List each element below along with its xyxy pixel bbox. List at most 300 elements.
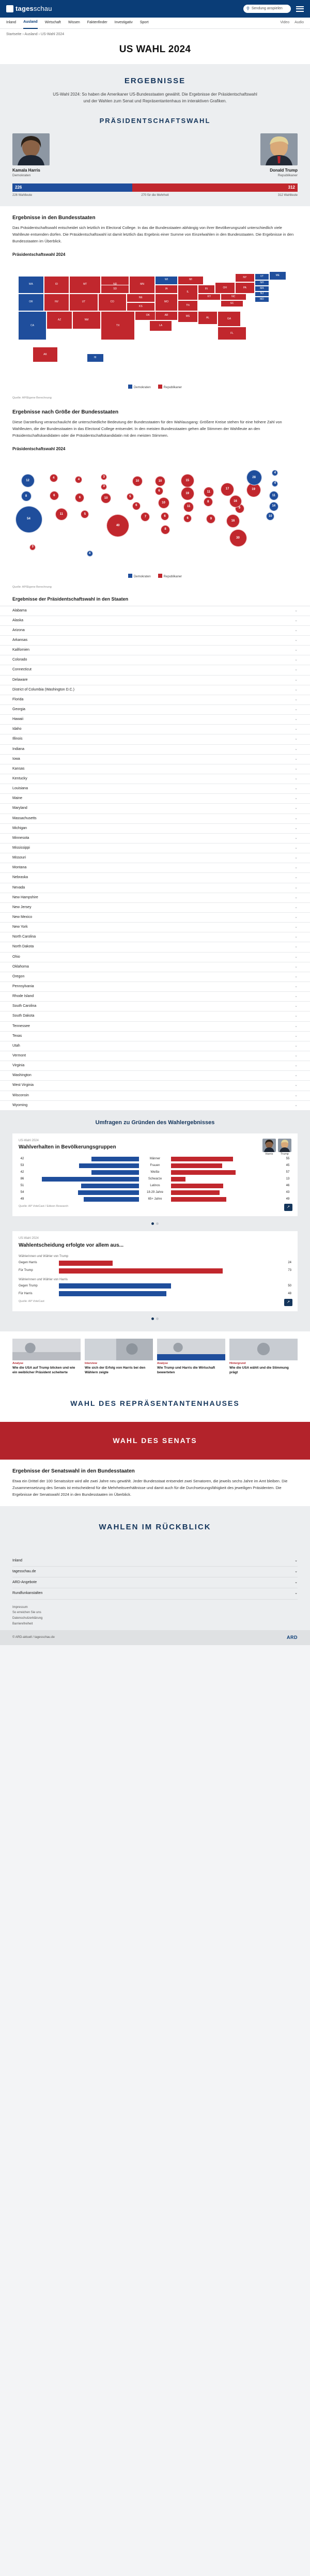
map-state-mo[interactable]: MO <box>155 294 178 311</box>
senate-section-heading: Ergebnisse der Senatswahl in den Bundesstaaten <box>12 1468 135 1474</box>
chart2-row-label: Gegen Harris <box>19 1261 37 1265</box>
nav-item-sport[interactable]: Sport <box>140 21 149 25</box>
chart-card-voting-groups <box>12 1133 298 1216</box>
footer-link-rundfunkanstalten-label: Rundfunkanstalten <box>12 1591 43 1596</box>
state-row[interactable] <box>0 1091 310 1101</box>
footer-copyright: © ARD-aktuell / tagesschau.de <box>12 1635 55 1639</box>
bubble-state-wi[interactable]: 10 <box>155 476 165 486</box>
map-state-al[interactable]: AL <box>198 311 218 325</box>
bubble-state-ny[interactable]: 28 <box>246 470 262 485</box>
state-row[interactable] <box>0 715 310 725</box>
map-state-oh[interactable]: OH <box>215 282 235 294</box>
map-state-ca[interactable]: CA <box>18 311 47 340</box>
footer-bar <box>0 1630 310 1645</box>
menu-button[interactable] <box>296 6 304 12</box>
map-state-nh[interactable]: NH <box>255 280 269 286</box>
map-state-ut[interactable]: UT <box>69 294 98 311</box>
chart-card-vote-motivation <box>12 1231 298 1312</box>
bubble-state-nm[interactable]: 5 <box>81 510 89 518</box>
state-row-label: Oregon <box>12 974 25 978</box>
footer-link-ard-angebote[interactable] <box>12 1577 298 1588</box>
state-row[interactable] <box>0 853 310 863</box>
chevron-down-icon: ⌄ <box>295 628 298 632</box>
state-row[interactable] <box>0 734 310 744</box>
map-state-co[interactable]: CO <box>98 294 127 311</box>
state-row[interactable] <box>0 903 310 913</box>
bubble-state-id[interactable]: 4 <box>75 476 82 483</box>
state-row-label: Utah <box>12 1044 20 1048</box>
bubble-state-ia[interactable]: 6 <box>155 487 163 495</box>
map-state-ky[interactable]: KY <box>198 294 221 300</box>
bubble-legend <box>12 574 298 579</box>
bubble-state-ok[interactable]: 7 <box>141 512 150 522</box>
state-row[interactable] <box>0 953 310 962</box>
bubble-map-canvas <box>12 466 298 572</box>
map-state-tn[interactable]: TN <box>178 300 198 312</box>
map-state-az[interactable]: AZ <box>47 311 72 329</box>
teaser-3-kicker: Analyse <box>157 1362 168 1366</box>
bubble-state-mo[interactable]: 10 <box>158 497 169 509</box>
teaser-1[interactable] <box>12 1339 81 1375</box>
nav-item-ausland[interactable]: Ausland <box>23 18 38 29</box>
bubble-state-ut[interactable]: 6 <box>75 493 84 502</box>
map-legend-democrat: Demokraten <box>128 385 151 390</box>
teaser-3[interactable] <box>157 1339 225 1375</box>
state-row-label: Florida <box>12 697 24 701</box>
footer-small-impressum[interactable]: Impressum <box>12 1605 28 1609</box>
state-row-label: Rhode Island <box>12 994 34 999</box>
state-row[interactable] <box>0 992 310 1002</box>
chart1-harris-value: 86 <box>20 1177 24 1181</box>
chart2-row-label: Gegen Trump <box>19 1284 38 1288</box>
bubble-source: Quelle: AP/Eigene Berechnung <box>12 585 52 589</box>
chevron-down-icon: ⌄ <box>295 1591 298 1596</box>
carousel-dot-2[interactable] <box>156 1222 159 1225</box>
carousel-dots-2[interactable] <box>0 1317 310 1320</box>
chevron-down-icon: ⌄ <box>295 618 298 622</box>
chevron-down-icon: ⌄ <box>295 826 298 830</box>
state-row-label: Wyoming <box>12 1103 28 1107</box>
chevron-down-icon: ⌄ <box>295 1093 298 1097</box>
candidate-harris <box>12 133 90 178</box>
state-row[interactable] <box>0 725 310 734</box>
bubble-state-sd[interactable]: 3 <box>101 484 107 490</box>
teaser-2[interactable] <box>85 1339 153 1375</box>
chevron-down-icon: ⌄ <box>295 766 298 771</box>
map-state-la[interactable]: LA <box>149 320 172 332</box>
state-row-label: Indiana <box>12 747 24 751</box>
state-row[interactable] <box>0 646 310 655</box>
nav-item-wissen[interactable]: Wissen <box>68 21 80 25</box>
carousel-dots-1[interactable] <box>0 1222 310 1225</box>
map-state-pa[interactable]: PA <box>235 282 255 294</box>
map-state-wa[interactable]: WA <box>18 276 44 294</box>
state-row[interactable] <box>0 972 310 982</box>
teaser-2-image <box>85 1339 153 1360</box>
bubble-state-fl[interactable]: 30 <box>229 529 247 547</box>
candidate-harris-party: Demokraten <box>12 174 31 178</box>
state-accordion <box>0 606 310 1111</box>
state-row-label: North Dakota <box>12 945 34 949</box>
map-state-ma[interactable]: MA <box>255 286 269 292</box>
chart1-trump-value: 49 <box>286 1198 290 1201</box>
search-input[interactable] <box>243 5 291 13</box>
chart1-row <box>19 1190 291 1195</box>
map-state-id[interactable]: ID <box>44 276 70 294</box>
footer-small-kontakt[interactable]: So erreichen Sie uns <box>12 1611 41 1615</box>
chart2-group-head: Wählerinnen und Wähler von Harris <box>19 1278 68 1281</box>
footer-small-datenschutz[interactable]: Datenschutzerklärung <box>12 1617 43 1620</box>
bubble-map[interactable] <box>0 463 310 585</box>
teaser-3-headline[interactable]: Wie Trump und Harris die Wirtschaft bewerteten <box>157 1366 215 1375</box>
map-state-ga[interactable]: GA <box>218 311 240 327</box>
bubble-state-oh[interactable]: 17 <box>221 483 234 496</box>
state-row[interactable] <box>0 606 310 616</box>
state-row[interactable] <box>0 1002 310 1011</box>
state-row[interactable] <box>0 784 310 794</box>
bubble-state-tn[interactable]: 11 <box>183 502 194 512</box>
state-row-label: Minnesota <box>12 836 29 840</box>
nav-item-wirtschaft[interactable]: Wirtschaft <box>44 21 61 25</box>
state-row-label: Connecticut <box>12 668 32 672</box>
carousel-dot-1[interactable] <box>151 1222 154 1225</box>
bubble-state-sc[interactable]: 9 <box>235 504 244 513</box>
senate-band-title: WAHL DES SENATS <box>113 1436 197 1445</box>
bubble-state-al[interactable]: 9 <box>206 514 215 524</box>
bubble-state-mn[interactable]: 10 <box>132 476 143 486</box>
state-row[interactable] <box>0 665 310 675</box>
map-legend-republican: Republikaner <box>158 385 182 390</box>
chart1-harris-value: 49 <box>20 1198 24 1201</box>
chevron-down-icon: ⌄ <box>295 1004 298 1008</box>
electoral-vote-bar <box>12 183 298 192</box>
state-row[interactable] <box>0 923 310 932</box>
state-row-label: Wisconsin <box>12 1093 29 1097</box>
carousel-dot-3[interactable] <box>151 1317 154 1320</box>
bubble-state-me[interactable]: 4 <box>272 470 278 476</box>
map-state-or[interactable]: OR <box>18 294 44 311</box>
teaser-2-thumbnail <box>85 1339 153 1360</box>
state-row[interactable] <box>0 626 310 636</box>
state-row[interactable] <box>0 636 310 646</box>
chevron-down-icon: ⌄ <box>295 1014 298 1018</box>
electoral-vote-legend <box>0 192 310 198</box>
bubble-state-ma[interactable]: 11 <box>269 491 278 500</box>
bubble-state-co[interactable]: 10 <box>101 493 111 503</box>
site-logo[interactable] <box>6 4 52 14</box>
state-row[interactable] <box>0 1101 310 1111</box>
bubble-state-ks[interactable]: 6 <box>132 502 141 510</box>
bubble-state-or[interactable]: 8 <box>21 491 32 501</box>
house-band <box>0 1385 310 1422</box>
chart2-group-head: Wählerinnen und Wähler von Trump <box>19 1255 69 1259</box>
state-row[interactable] <box>0 1022 310 1032</box>
map-state-ok[interactable]: OK <box>135 311 161 320</box>
map-state-mi[interactable]: MI <box>178 276 204 285</box>
bubble-state-ky[interactable]: 8 <box>204 497 213 507</box>
bubble-state-nj[interactable]: 14 <box>269 502 278 511</box>
chart1-row <box>19 1184 291 1188</box>
chevron-down-icon: ⌄ <box>295 777 298 781</box>
trump-portrait-icon <box>260 133 298 165</box>
nav-item-investigativ[interactable]: Investigativ <box>114 21 133 25</box>
map-state-nm[interactable]: NM <box>72 311 101 329</box>
nav-right-group <box>280 20 304 25</box>
bubble-legend-democrat: Demokraten <box>128 574 151 579</box>
state-row-label: Delaware <box>12 678 28 682</box>
chart1-trump-head <box>278 1139 291 1157</box>
chart1-trump-value: 13 <box>286 1177 290 1181</box>
footer-link-tagesschau[interactable] <box>12 1567 298 1577</box>
state-row[interactable] <box>0 794 310 804</box>
map-section-text: Das Präsidentschaftswahl entscheidet sich letztlich im Electoral College. In das die Bundesstaaten abhängig von ihrer Bevölkerungszahl unterschiedlich viele Wahlleute entsenden dürfen. Die Präsidentschaftswahl ist damit letztlich das Ergebnis einer Summe von Einzelwahlen in den Bundesstaaten. Die Ergebnisse in den Bundesstaaten im Überblick. <box>12 225 294 243</box>
map-state-il[interactable]: IL <box>178 285 198 300</box>
teaser-3-thumbnail <box>157 1339 225 1360</box>
state-row-label: North Carolina <box>12 935 36 939</box>
state-row[interactable] <box>0 745 310 755</box>
map-state-fl[interactable]: FL <box>218 327 246 340</box>
bubble-state-ms[interactable]: 6 <box>183 514 192 523</box>
state-row-label: South Dakota <box>12 1014 35 1018</box>
teaser-1-headline[interactable]: Wie die USA auf Trump blicken und wie ein weiblicher Präsident scheiterte <box>12 1366 75 1375</box>
chevron-down-icon: ⌄ <box>295 895 298 899</box>
footer-small-barrierefreiheit[interactable]: Barrierefreiheit <box>12 1622 33 1626</box>
footer-link-inland[interactable] <box>12 1556 298 1567</box>
bubble-state-nh[interactable]: 4 <box>272 481 278 487</box>
share-icon[interactable]: ↗ <box>284 1204 292 1211</box>
map-source: Quelle: AP/Eigene Berechnung <box>12 396 52 400</box>
chart2-title: Wahlentscheidung erfolgte vor allem aus... <box>19 1242 124 1248</box>
map-state-wi[interactable]: WI <box>155 276 178 285</box>
map-state-ks[interactable]: KS <box>127 302 155 311</box>
chart1-eyebrow: US-Wahl 2024 <box>19 1139 39 1142</box>
share-icon[interactable]: ↗ <box>284 1299 292 1306</box>
bubble-state-nc[interactable]: 16 <box>229 495 242 508</box>
state-row-label: New York <box>12 925 28 929</box>
chart1-trump-value: 55 <box>286 1157 290 1161</box>
state-row[interactable] <box>0 834 310 844</box>
map-state-mn[interactable]: MN <box>129 276 155 294</box>
chevron-down-icon: ⌄ <box>295 1034 298 1038</box>
bubble-state-ar[interactable]: 6 <box>161 512 169 520</box>
state-row-label: Idaho <box>12 727 22 731</box>
state-row[interactable] <box>0 755 310 764</box>
state-row[interactable] <box>0 962 310 972</box>
footer-link-inland-label: Inland <box>12 1559 23 1563</box>
state-map-canvas <box>12 271 298 382</box>
chevron-down-icon: ⌄ <box>295 658 298 662</box>
bubble-state-wa[interactable]: 12 <box>21 474 35 487</box>
state-row[interactable] <box>0 873 310 883</box>
map-state-ne[interactable]: NE <box>127 294 155 302</box>
map-state-vt[interactable]: VT <box>255 273 269 280</box>
bubble-state-il[interactable]: 19 <box>181 487 194 500</box>
chevron-down-icon: ⌄ <box>295 876 298 880</box>
chevron-down-icon: ⌄ <box>295 608 298 612</box>
teaser-4-headline[interactable]: Wie die USA wählt und die Stimmung prägt <box>229 1366 289 1375</box>
state-row[interactable] <box>0 1081 310 1091</box>
chevron-down-icon: ⌄ <box>295 925 298 929</box>
state-row[interactable] <box>0 695 310 705</box>
bubble-state-mt[interactable]: 4 <box>50 474 58 482</box>
chart1-row <box>19 1170 291 1175</box>
state-row[interactable] <box>0 883 310 893</box>
map-state-nc[interactable]: NC <box>221 294 246 300</box>
state-row[interactable] <box>0 1032 310 1041</box>
state-row-label: Alabama <box>12 608 27 612</box>
chevron-down-icon: ⌄ <box>295 1570 298 1574</box>
state-map[interactable] <box>0 268 310 395</box>
bubble-state-ne[interactable]: 5 <box>127 493 134 500</box>
chevron-down-icon: ⌄ <box>295 1083 298 1087</box>
state-row[interactable] <box>0 932 310 942</box>
chart1-harris-value: 53 <box>20 1164 24 1168</box>
chevron-down-icon: ⌄ <box>295 846 298 850</box>
teaser-2-headline[interactable]: Wie sich der Erfolg von Harris bei den Wählern zeigte <box>85 1366 146 1375</box>
map-state-me[interactable]: ME <box>269 271 286 280</box>
polls-section <box>0 1111 310 1332</box>
chevron-down-icon: ⌄ <box>295 806 298 810</box>
state-row[interactable] <box>0 655 310 665</box>
state-row-label: Virginia <box>12 1064 25 1068</box>
chart1-harris-value: 54 <box>20 1191 24 1194</box>
chart2-row-value: 73 <box>288 1269 291 1272</box>
chart2-row-value: 50 <box>288 1284 291 1288</box>
chart2-row <box>19 1283 291 1289</box>
map-state-ak[interactable]: AK <box>33 347 58 362</box>
bubble-state-az[interactable]: 11 <box>55 508 68 520</box>
top-bar <box>0 0 310 18</box>
teaser-4[interactable] <box>229 1339 298 1375</box>
electoral-votes-trump: 312 <box>132 183 298 192</box>
nav-item-faktenfinder[interactable]: Faktenfinder <box>87 21 107 25</box>
bubble-state-nv[interactable]: 6 <box>50 491 59 500</box>
state-row[interactable] <box>0 982 310 992</box>
results-band-text: US-Wahl 2024: So haben die Amerikaner US-Bundesstaaten gewählt. Die Ergebnisse der Präsidentschaftswahl und der Wahlen zum Senat und Repräsentantenhaus im interaktiven Grafiken. <box>53 92 257 104</box>
map-state-nv[interactable]: NV <box>44 294 70 311</box>
chevron-down-icon: ⌄ <box>295 866 298 870</box>
results-band <box>0 64 310 116</box>
state-row[interactable] <box>0 1061 310 1071</box>
state-row[interactable] <box>0 814 310 824</box>
chevron-down-icon: ⌄ <box>295 757 298 761</box>
state-row[interactable] <box>0 844 310 853</box>
map-state-ms[interactable]: MS <box>178 311 198 323</box>
state-row-label: Illinois <box>12 737 23 741</box>
map-state-sd[interactable]: SD <box>101 285 129 294</box>
footer-small-links <box>0 1600 310 1630</box>
teaser-2-kicker: Interview <box>85 1362 97 1366</box>
bubble-state-md[interactable]: 10 <box>266 512 274 520</box>
chart1-trump-value: 57 <box>286 1171 290 1174</box>
chart1-harris-value: 42 <box>20 1171 24 1174</box>
state-row[interactable] <box>0 1011 310 1021</box>
chevron-down-icon: ⌄ <box>295 1559 298 1563</box>
bubble-state-mi[interactable]: 15 <box>181 474 194 487</box>
presidential-title: PRÄSIDENTSCHAFTSWAHL <box>99 117 211 125</box>
chart1-trump-value: 45 <box>286 1164 290 1168</box>
bubble-state-pa[interactable]: 19 <box>246 483 261 497</box>
map-state-ia[interactable]: IA <box>155 285 178 294</box>
chevron-down-icon: ⌄ <box>295 915 298 919</box>
chart1-legend-trump: Trump <box>281 1152 289 1156</box>
chevron-down-icon: ⌄ <box>295 984 298 988</box>
state-row[interactable] <box>0 804 310 814</box>
state-row-label: Montana <box>12 866 27 870</box>
map-state-md[interactable]: MD <box>255 297 269 302</box>
state-row[interactable] <box>0 764 310 774</box>
state-row-label: Kansas <box>12 766 25 771</box>
senate-section-text: Etwa ein Drittel der 100 Senatssitze wird alle zwei Jahre neu gewählt. Jeder Bundesstaat entsendet zwei Senatoren, die jeweils sechs Jahre im Amt bleiben. Die Zusammensetzung des Senats ist entscheidend für die Mehrheitsverhältnisse und damit auch für die Durchsetzungsfähigkeit des jeweiligen Präsidenten. Die Ergebnisse der Senatswahl 2024 in den Bundesstaaten im Überblick. <box>12 1479 288 1497</box>
chevron-down-icon: ⌄ <box>295 796 298 801</box>
chart1-title: Wahlverhalten in Bevölkerungsgruppen <box>19 1144 116 1151</box>
breadcrumb[interactable]: Startseite › Ausland › US-Wahl 2024 <box>6 33 65 36</box>
carousel-dot-4[interactable] <box>156 1317 159 1320</box>
footer-link-rundfunkanstalten[interactable] <box>12 1588 298 1599</box>
teaser-1-kicker: Analyse <box>12 1362 24 1366</box>
electoral-votes-harris: 226 <box>12 183 132 192</box>
state-row[interactable] <box>0 1051 310 1061</box>
map-state-nj[interactable]: NJ <box>255 292 269 297</box>
state-row[interactable] <box>0 774 310 784</box>
burger-line-3 <box>296 11 304 12</box>
map-state-in[interactable]: IN <box>198 285 215 294</box>
state-row-label: Texas <box>12 1034 22 1038</box>
chevron-down-icon: ⌄ <box>295 905 298 909</box>
state-row[interactable] <box>0 705 310 715</box>
state-row[interactable] <box>0 685 310 695</box>
chevron-down-icon: ⌄ <box>295 708 298 712</box>
map-state-ny[interactable]: NY <box>235 273 255 282</box>
bubble-state-ca[interactable]: 54 <box>16 506 42 533</box>
state-row[interactable] <box>0 1071 310 1081</box>
state-row[interactable] <box>0 616 310 626</box>
teaser-row <box>0 1331 310 1385</box>
bubble-state-tx[interactable]: 40 <box>106 514 129 537</box>
state-row[interactable] <box>0 863 310 873</box>
bubble-state-ga[interactable]: 16 <box>226 514 240 528</box>
state-row[interactable] <box>0 676 310 685</box>
state-row-label: Pennsylvania <box>12 984 34 988</box>
chevron-down-icon: ⌄ <box>295 856 298 860</box>
state-row[interactable] <box>0 913 310 923</box>
bubble-state-ak[interactable]: 3 <box>29 544 36 550</box>
bubble-state-nd[interactable]: 3 <box>101 474 107 480</box>
bubble-state-hi[interactable]: 4 <box>87 550 93 557</box>
state-row[interactable] <box>0 824 310 834</box>
map-state-sc[interactable]: SC <box>221 300 243 307</box>
map-legend <box>12 385 298 390</box>
chart2-row <box>19 1291 291 1296</box>
nav-item-video[interactable]: Video <box>280 21 290 25</box>
chart1-harris-head <box>262 1139 276 1157</box>
nav-item-audio[interactable]: Audio <box>295 21 304 25</box>
map-state-tx[interactable]: TX <box>101 311 135 340</box>
state-row-label: Michigan <box>12 826 27 830</box>
nav-item-inland[interactable]: Inland <box>6 21 17 25</box>
map-state-hi[interactable]: HI <box>87 354 104 362</box>
bubble-state-la[interactable]: 8 <box>161 525 170 534</box>
presidential-duel <box>0 116 310 206</box>
map-state-mt[interactable]: MT <box>69 276 101 294</box>
chevron-down-icon: ⌄ <box>295 697 298 701</box>
chart1-candidate-heads <box>262 1139 291 1157</box>
state-row[interactable] <box>0 893 310 903</box>
state-row[interactable] <box>0 942 310 952</box>
state-row[interactable] <box>0 1041 310 1051</box>
map-state-ar[interactable]: AR <box>155 311 178 320</box>
bubble-state-in[interactable]: 11 <box>204 487 214 497</box>
